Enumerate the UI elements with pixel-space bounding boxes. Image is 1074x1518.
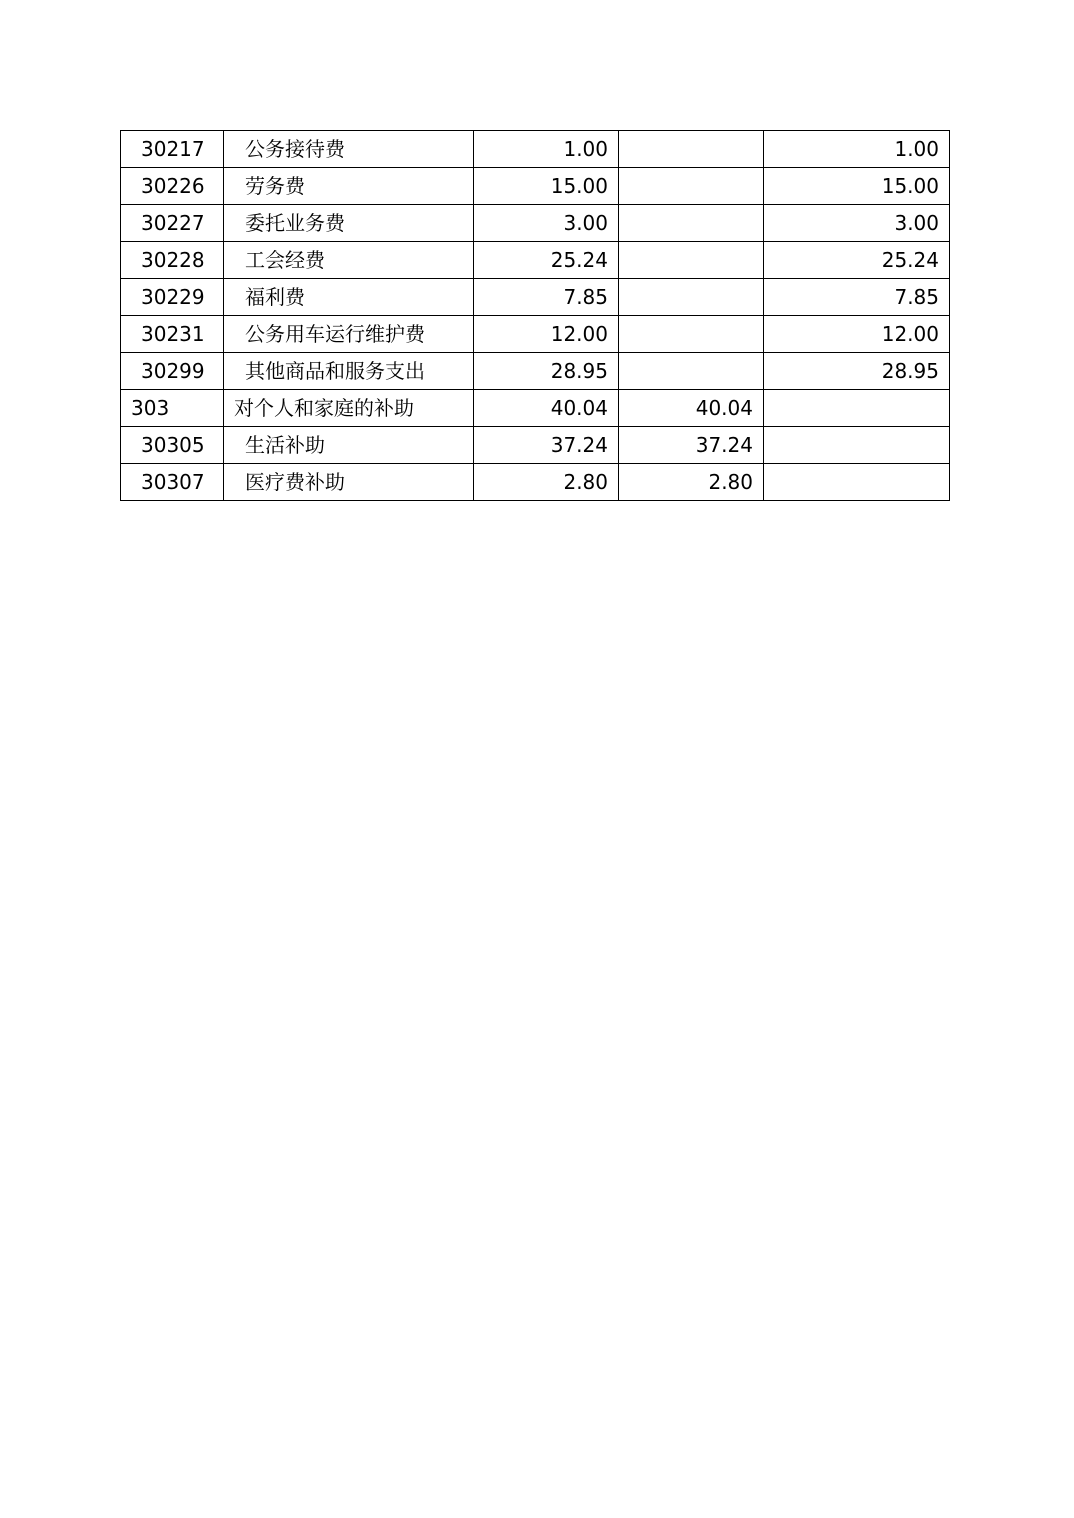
row-project-cell [764, 427, 950, 464]
row-basic-cell: 40.04 [619, 390, 764, 427]
row-project-cell: 12.00 [764, 316, 950, 353]
budget-table [120, 130, 950, 501]
row-basic-cell [619, 279, 764, 316]
row-basic-cell [619, 131, 764, 168]
row-name-cell: 生活补助 [224, 427, 474, 464]
row-name-cell: 对个人和家庭的补助 [224, 390, 474, 427]
row-total-cell: 25.24 [474, 242, 619, 279]
row-name-cell: 福利费 [224, 279, 474, 316]
table-row [121, 427, 950, 464]
row-total-cell: 7.85 [474, 279, 619, 316]
row-name-cell: 委托业务费 [224, 205, 474, 242]
table-row [121, 131, 950, 168]
row-basic-cell: 2.80 [619, 464, 764, 501]
row-project-cell: 1.00 [764, 131, 950, 168]
row-code-cell: 30307 [121, 464, 224, 501]
row-code-cell: 30217 [121, 131, 224, 168]
row-name-cell: 其他商品和服务支出 [224, 353, 474, 390]
row-basic-cell [619, 168, 764, 205]
table-row [121, 279, 950, 316]
row-name-cell: 公务接待费 [224, 131, 474, 168]
row-project-cell [764, 390, 950, 427]
row-total-cell: 40.04 [474, 390, 619, 427]
row-code-cell: 303 [121, 390, 224, 427]
table-row [121, 353, 950, 390]
row-project-cell: 7.85 [764, 279, 950, 316]
row-basic-cell [619, 205, 764, 242]
table-row [121, 464, 950, 501]
table-row [121, 168, 950, 205]
row-total-cell: 3.00 [474, 205, 619, 242]
row-basic-cell: 37.24 [619, 427, 764, 464]
row-total-cell: 28.95 [474, 353, 619, 390]
table-row [121, 316, 950, 353]
row-code-cell: 30227 [121, 205, 224, 242]
row-basic-cell [619, 242, 764, 279]
row-name-cell: 公务用车运行维护费 [224, 316, 474, 353]
row-code-cell: 30226 [121, 168, 224, 205]
row-project-cell: 3.00 [764, 205, 950, 242]
row-total-cell: 2.80 [474, 464, 619, 501]
row-code-cell: 30299 [121, 353, 224, 390]
row-basic-cell [619, 353, 764, 390]
table-row [121, 390, 950, 427]
table-row [121, 242, 950, 279]
row-total-cell: 15.00 [474, 168, 619, 205]
row-total-cell: 37.24 [474, 427, 619, 464]
row-name-cell: 工会经费 [224, 242, 474, 279]
row-code-cell: 30229 [121, 279, 224, 316]
row-name-cell: 劳务费 [224, 168, 474, 205]
row-project-cell: 15.00 [764, 168, 950, 205]
row-project-cell [764, 464, 950, 501]
row-total-cell: 12.00 [474, 316, 619, 353]
row-code-cell: 30228 [121, 242, 224, 279]
table-row [121, 205, 950, 242]
row-project-cell: 25.24 [764, 242, 950, 279]
row-project-cell: 28.95 [764, 353, 950, 390]
row-basic-cell [619, 316, 764, 353]
row-code-cell: 30305 [121, 427, 224, 464]
row-total-cell: 1.00 [474, 131, 619, 168]
row-name-cell: 医疗费补助 [224, 464, 474, 501]
row-code-cell: 30231 [121, 316, 224, 353]
